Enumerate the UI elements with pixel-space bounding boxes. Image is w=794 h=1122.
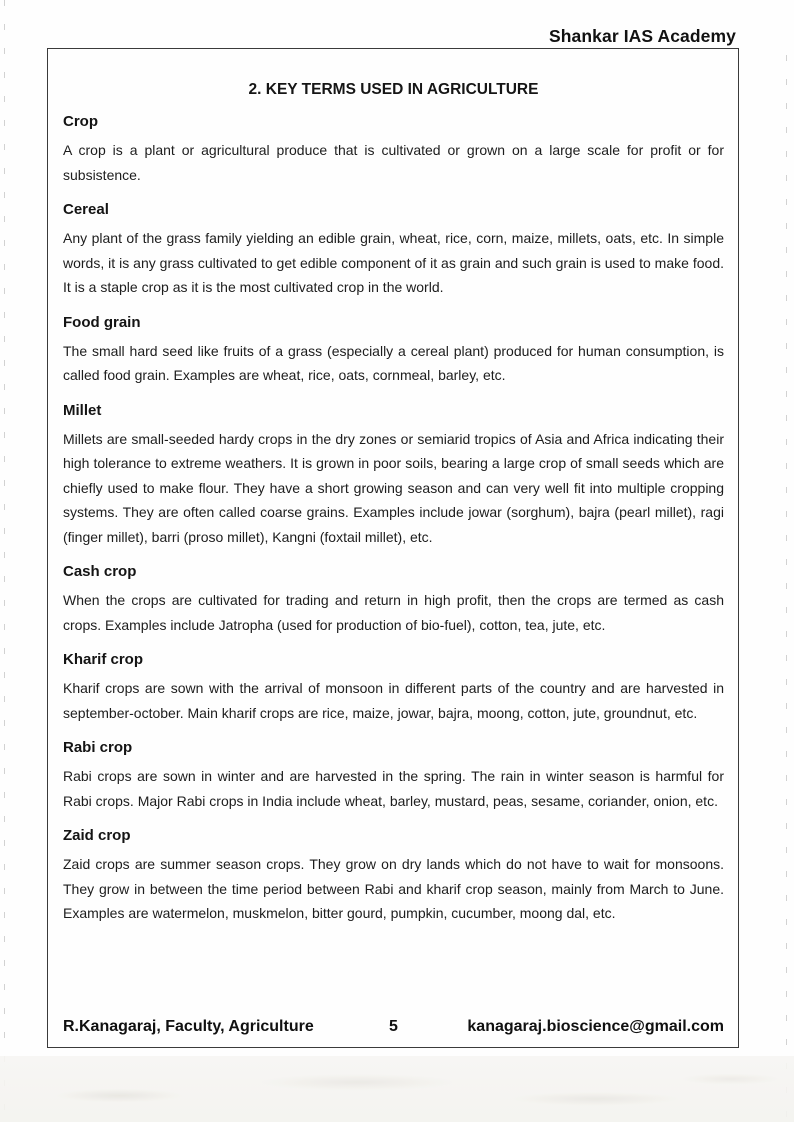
term-heading: Cash crop: [63, 563, 137, 580]
term-heading: Zaid crop: [63, 827, 131, 844]
term-heading: Cereal: [63, 201, 109, 218]
term-definition: Kharif crops are sown with the arrival of monsoon in different parts of the country and are harvested in september-october. Main kharif crops are rice, maize, jowar, bajra, moong, cotton, jute, groundnut, etc.: [63, 680, 724, 721]
section-zaid-crop: [63, 826, 724, 926]
brand-header: Shankar IAS Academy: [548, 26, 736, 46]
term-definition: When the crops are cultivated for trading and return in high profit, then the crops are termed as cash crops. Examples include Jatropha (used for production of bio-fuel), cotton, tea, jute, etc.: [63, 592, 724, 633]
section-cash-crop: [63, 562, 724, 637]
footer-email: kanagaraj.bioscience@gmail.com: [467, 1018, 724, 1035]
content-box: [47, 48, 739, 1048]
term-definition: Millets are small-seeded hardy crops in the dry zones or semiarid tropics of Asia and Africa indicating their high tolerance to extreme weathers. It is grown in poor soils, bearing a large crop of small seeds which are chiefly used to make flour. They have a short growing season and can very well fit into multiple cropping systems. They are often called coarse grains. Examples include jowar (sorghum), bajra (pearl millet), ragi (finger millet), barri (proso millet), Kangni (foxtail millet), etc.: [63, 430, 724, 545]
left-margin-rule: [4, 0, 5, 1122]
right-margin-rule: [786, 55, 787, 1122]
term-heading: Rabi crop: [63, 739, 133, 756]
term-heading: Crop: [63, 113, 98, 130]
term-definition: Any plant of the grass family yielding an edible grain, wheat, rice, corn, maize, millets, oats, etc. In simple words, it is any grass cultivated to get edible component of it as grain and such grain is used to make food. It is a staple crop as it is the most cultivated crop in the world.: [63, 230, 724, 295]
term-definition: A crop is a plant or agricultural produce that is cultivated or grown on a large scale for profit or for subsistence.: [63, 142, 724, 183]
term-heading: Food grain: [63, 313, 141, 331]
term-definition: Zaid crops are summer season crops. They grow on dry lands which do not have to wait for monsoons. They grow in between the time period between Rabi and kharif crop season, mainly from March to June. Examples are watermelon, muskmelon, bitter gourd, pumpkin, cucumber, moong dal, etc.: [63, 856, 724, 921]
term-definition: Rabi crops are sown in winter and are harvested in the spring. The rain in winter season is harmful for Rabi crops. Major Rabi crops in India include wheat, barley, mustard, peas, sesame, coriander, onion, etc.: [63, 768, 724, 809]
section-food-grain: [63, 313, 724, 388]
section-crop: [63, 112, 724, 187]
section-cereal: [63, 200, 724, 300]
page-footer: [48, 1011, 738, 1047]
scanner-noise-strip: [0, 1056, 794, 1122]
term-heading: Kharif crop: [63, 651, 144, 668]
term-definition: The small hard seed like fruits of a grass (especially a cereal plant) produced for human consumption, is called food grain. Examples are wheat, rice, oats, cornmeal, barley, etc.: [63, 342, 724, 383]
footer-page-number: 5: [389, 1018, 398, 1035]
section-rabi-crop: [63, 738, 724, 813]
term-heading: Millet: [63, 401, 102, 419]
section-millet: [63, 401, 724, 550]
section-kharif-crop: [63, 650, 724, 725]
footer-author: R.Kanagaraj, Faculty, Agriculture: [63, 1018, 314, 1035]
page-title: 2. KEY TERMS USED IN AGRICULTURE: [248, 81, 539, 98]
